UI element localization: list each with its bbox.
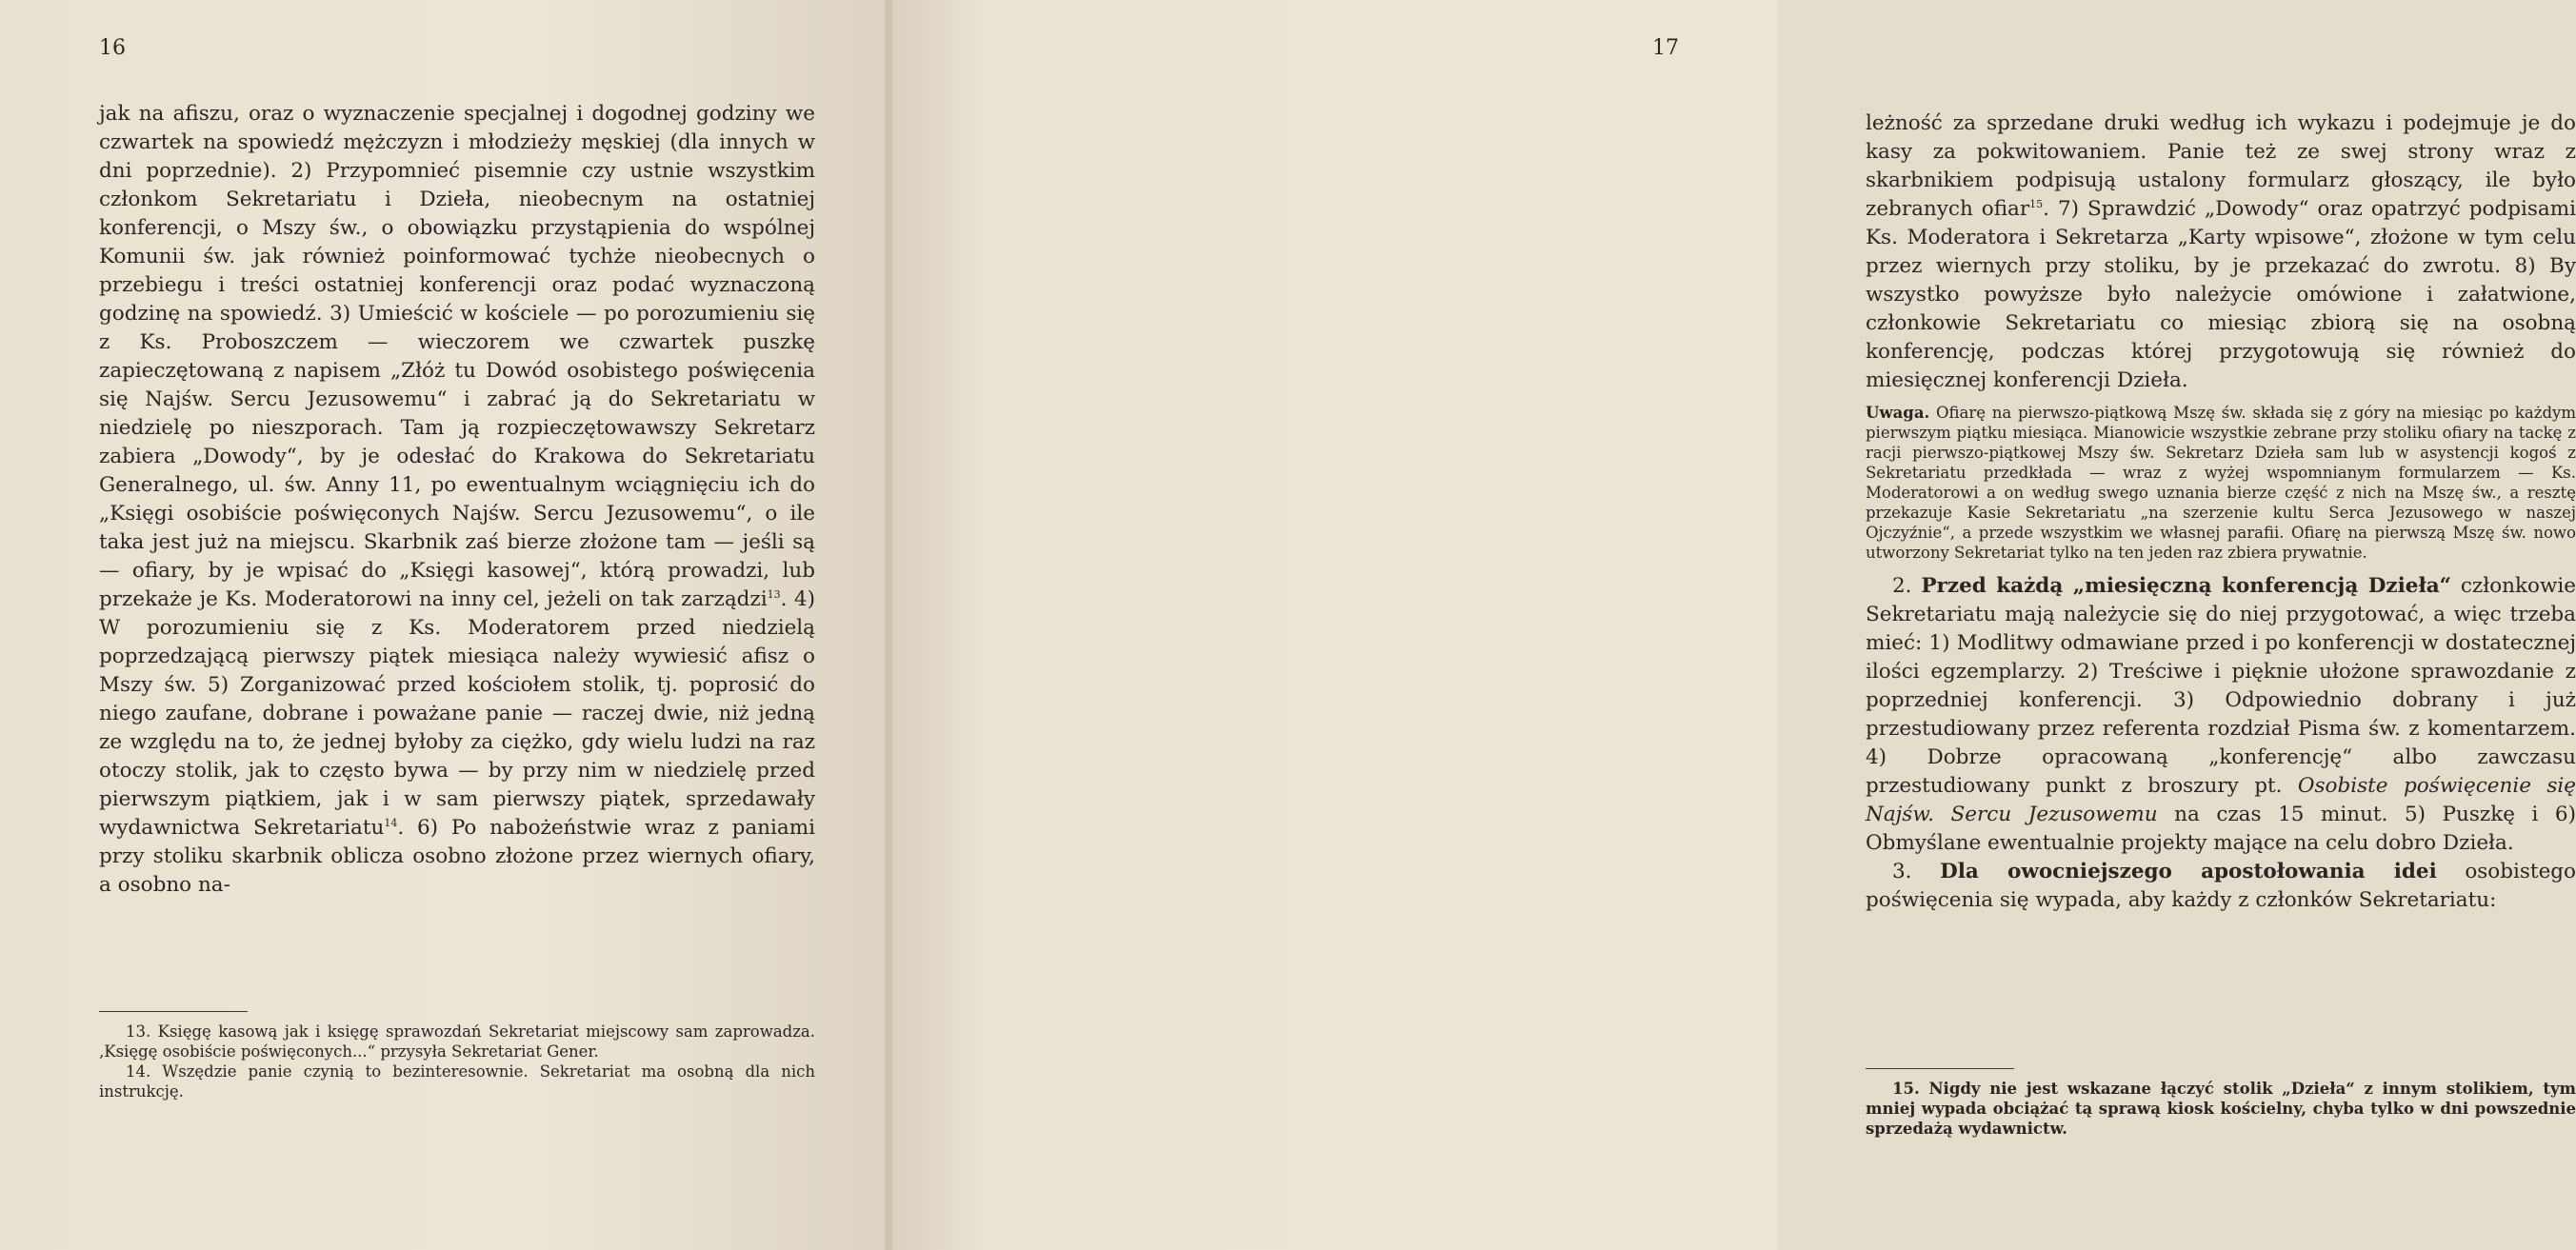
footnote-divider (99, 1011, 248, 1012)
footnote-divider (1866, 1068, 2014, 1069)
footnote-15: 15. Nigdy nie jest wskazane łączyć stolik „Dzieła“ z innym stolikiem, tym mniej wypada obciążać tą sprawą kiosk kościelny, chyba tylko w dni powszednie sprzedażą wydawnictw. (1866, 1080, 2576, 1138)
page-number-right: 17 (1652, 36, 1679, 60)
right-page-body (1866, 109, 2576, 915)
left-page (0, 0, 889, 1250)
right-footnotes (1866, 1055, 2576, 1139)
left-page-body (99, 100, 815, 900)
footnote-ref-14: 14 (384, 816, 398, 829)
page-number-left: 16 (99, 36, 126, 60)
section-2-text-b: na czas 15 minut. 5) Puszkę i 6) Obmyślane ewentualnie projekty mające na celu dobro Dzieła. (1866, 803, 2576, 855)
left-body-part-2: . 4) W porozumieniu się z Ks. Moderatorem przed niedzielą poprzedzającą pierwszy piątek miesiąca należy wywiesić afisz o Mszy św. 5) Zorganizować przed kościołem stolik, tj. poprosić do niego zaufane, dobrane i poważane panie — raczej dwie, niż jedną ze względu na to, że jednej byłoby za ciężko, gdy wielu ludzi na raz otoczy stolik, jak to często bywa — by przy nim w niedzielę przed pierwszym piątkiem, jak i w sam pierwszy piątek, sprzedawały wydawnictwa Sekretariatu (99, 587, 815, 840)
left-body-part-3: . 6) Po nabożeństwie wraz z paniami przy stoliku skarbnik oblicza osobno złożone przez wiernych ofiary, a osobno na- (99, 816, 815, 897)
section-3-number: 3. (1892, 860, 1912, 883)
footnote-13: 13. Księgę kasową jak i księgę sprawozdań Sekretariat miejscowy sam zaprowadza. ‚Księgę osobiście poświęconych...“ przysyła Sekretariat Gener. (99, 1022, 815, 1061)
note-lead: Uwaga. (1866, 404, 1930, 422)
section-3-text: osobistego poświęcenia się wypada, aby każdy z członków Sekretariatu: (1866, 860, 2576, 912)
section-2-number: 2. (1892, 574, 1912, 598)
footnote-14: 14. Wszędzie panie czynią to bezinteresownie. Sekretariat ma osobną dla nich instrukcję. (99, 1062, 815, 1101)
section-2 (1866, 572, 2576, 858)
note-block (1866, 403, 2576, 563)
note-text: Ofiarę na pierwszo-piątkową Mszę św. składa się z góry na miesiąc po każdym pierwszym piątku miesiąca. Mianowicie wszystkie zebrane przy stoliku ofiary na tackę z racji pierwszo-piątkowej Mszy św. Sekretarz Dzieła sam lub w asystencji kogoś z Sekretariatu przedkłada — wraz z wyżej wspomnianym formularzem — Ks. Moderatorowi a on według swego uznania bierze część z nich na Mszę św., a resztę przekazuje Kasie Sekretariatu „na szerzenie kultu Serca Jezusowego w naszej Ojczyźnie“, a przede wszystkim we własnej parafii. Ofiarę na pierwszą Mszę św. nowo utworzony Sekretariat tylko na ten jeden raz zbiera prywatnie. (1866, 404, 2576, 562)
section-2-book-title: Osobiste poświęcenie się Najśw. Sercu Jezusowemu (1866, 774, 2576, 826)
section-2-text-a: członkowie Sekretariatu mają należycie się do niej przygotować, a więc trzeba mieć: 1) Modlitwy odmawiane przed i po konferencji w dostatecznej ilości egzemplarzy. 2) Treściwe i pięknie ułożone sprawozdanie z poprzedniej konferencji. 3) Odpowiednio dobrany i już przestudiowany przez referenta rozdział Pisma św. z komentarzem. 4) Dobrze opracowaną „konferencję“ albo zawczasu przestudiowany punkt z broszury pt. (1866, 574, 2576, 798)
right-body-part-2: . 7) Sprawdzić „Dowody“ oraz opatrzyć podpisami Ks. Moderatora i Sekretarza „Karty wpisowe“, złożone w tym celu przez wiernych przy stoliku, by je przekazać do zwrotu. 8) By wszystko powyższe było należycie omówione i załatwione, członkowie Sekretariatu co miesiąc zbiorą się na osobną konferencję, podczas której przygotowują się również do miesięcznej konferencji Dzieła. (1866, 197, 2576, 392)
right-body-part-1: leżność za sprzedane druki według ich wykazu i podejmuje je do kasy za pokwitowaniem. Panie też ze swej strony wraz z skarbnikiem podpisują ustalony formularz głoszący, ile było zebranych ofiar (1866, 111, 2576, 221)
right-page (889, 0, 2576, 1250)
left-body-part-1: jak na afiszu, oraz o wyznaczenie specjalnej i dogodnej godziny we czwartek na spowiedź mężczyzn i młodzieży męskiej (dla innych w dni poprzednie). 2) Przypomnieć pisemnie czy ustnie wszystkim członkom Sekretariatu i Dzieła, nieobecnym na ostatniej konferencji, o Mszy św., o obowiązku przystąpienia do wspólnej Komunii św. jak również poinformować tychże nieobecnych o przebiegu i treści ostatniej konferencji oraz podać wyznaczoną godzinę na spowiedź. 3) Umieścić w kościele — po porozumieniu się z Ks. Proboszczem — wieczorem we czwartek puszkę zapieczętowaną z napisem „Złóż tu Dowód osobistego poświęcenia się Najśw. Sercu Jezusowemu“ i zabrać ją do Sekretariatu w niedzielę po nieszporach. Tam ją rozpieczętowawszy Sekretarz zabiera „Dowody“, by je odesłać do Krakowa do Sekretariatu Generalnego, ul. św. Anny 11, po ewentualnym wciągnięciu ich do „Księgi osobiście poświęconych Najśw. Sercu Jezusowemu“, o ile taka jest już na miejscu. Skarbnik zaś bierze złożone tam — jeśli są — ofiary, by je wpisać do „Księgi kasowej“, którą prowadzi, lub przekaże je Ks. Moderatorowi na inny cel, jeżeli on tak zarządzi (99, 102, 815, 611)
section-2-heading: Przed każdą „miesięczną konferencją Dzieła“ (1921, 574, 2452, 598)
section-3 (1866, 858, 2576, 915)
left-footnotes (99, 998, 815, 1101)
footnote-ref-13: 13 (767, 587, 781, 601)
section-3-heading: Dla owocniejszego apostołowania idei (1940, 860, 2437, 883)
book-gutter (885, 0, 892, 1250)
footnote-ref-15: 15 (2029, 197, 2044, 210)
